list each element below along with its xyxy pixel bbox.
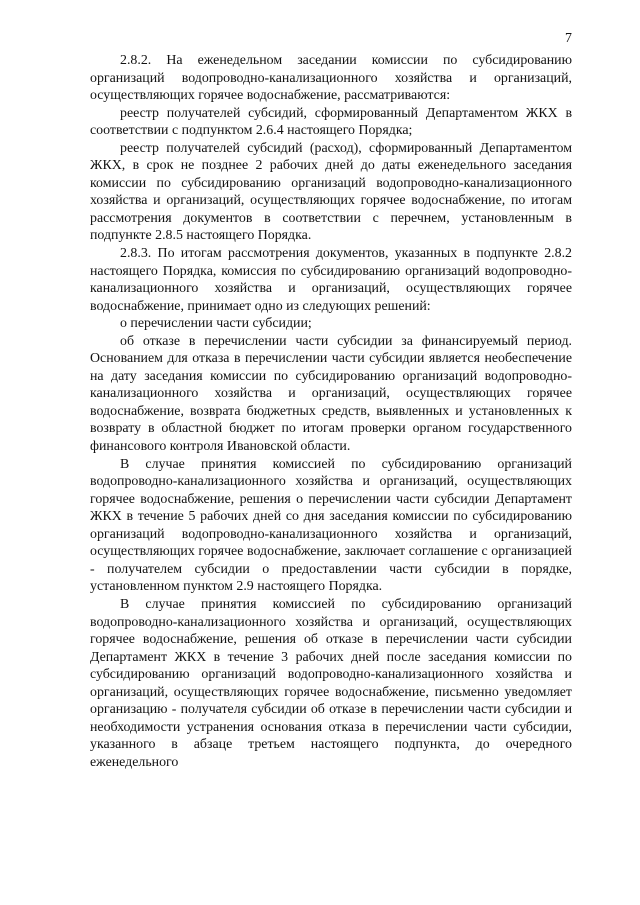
paragraph-decision-transfer: о перечислении части субсидии; bbox=[120, 316, 312, 332]
paragraph-registry-expense: реестр получателей субсидий (расход), сформированный Департаментом ЖКХ, в срок не позднее 2 рабочих дней до даты еженедельного заседания комиссии по субсидированию организаций водопроводно-канализационного хозяйства и организаций, осуществляющих горячее водоснабжение, по итогам рассмотрения документов в соответствии с перечнем, установленным в подпункте 2.8.5 настоящего Порядка. bbox=[90, 140, 572, 244]
page-number: 7 bbox=[565, 31, 572, 46]
paragraph-agreement: В случае принятия комиссией по субсидированию организаций водопроводно-канализационного хозяйства и организаций, осуществляющих горячее водоснабжение, решения о перечислении части субсидии Департамент ЖКХ в течение 5 рабочих дней со дня заседания комиссии по субсидированию организаций водопроводно-канализационного хозяйства и организаций, осуществляющих горячее водоснабжение, заключает соглашение с организацией - получателем субсидии о предоставлении части субсидии в порядке, установленном пунктом 2.9 настоящего Порядка. bbox=[90, 456, 572, 595]
document-body bbox=[90, 52, 572, 771]
paragraph-decision-refusal: об отказе в перечислении части субсидии за финансируемый период. Основанием для отказа в перечислении части субсидии является необеспечение на дату заседания комиссии по субсидированию организаций водопроводно-канализационного хозяйства и организаций, осуществляющих горячее водоснабжение, возврата бюджетных средств, выявленных и установленных к возврату в областной бюджет по итогам проверки органом государственного финансового контроля Ивановской области. bbox=[90, 333, 572, 455]
paragraph-2-8-2: 2.8.2. На еженедельном заседании комиссии по субсидированию организаций водопроводно-канализационного хозяйства и организаций, осуществляющих горячее водоснабжение, рассматриваются: bbox=[90, 53, 572, 104]
paragraph-2-8-3: 2.8.3. По итогам рассмотрения документов, указанных в подпункте 2.8.2 настоящего Порядка, комиссия по субсидированию организаций водопроводно-канализационного хозяйства и организаций, осуществляющих горячее водоснабжение, принимает одно из следующих решений: bbox=[90, 246, 572, 314]
paragraph-refusal-notice: В случае принятия комиссией по субсидированию организаций водопроводно-канализационного хозяйства и организаций, осуществляющих горячее водоснабжение, решения об отказе в перечислении части субсидии Департамент ЖКХ в течение 3 рабочих дней после заседания комиссии по субсидированию организаций водопроводно-канализационного хозяйства и организаций, осуществляющих горячее водоснабжение, письменно уведомляет организацию - получателя субсидии об отказе в перечислении части субсидии и необходимости устранения основания отказа в перечислении части субсидии, указанного в абзаце третьем настоящего подпункта, до очередного еженедельного bbox=[90, 596, 572, 770]
paragraph-registry-recipients: реестр получателей субсидий, сформированный Департаментом ЖКХ в соответствии с подпунктом 2.6.4 настоящего Порядка; bbox=[90, 105, 572, 139]
